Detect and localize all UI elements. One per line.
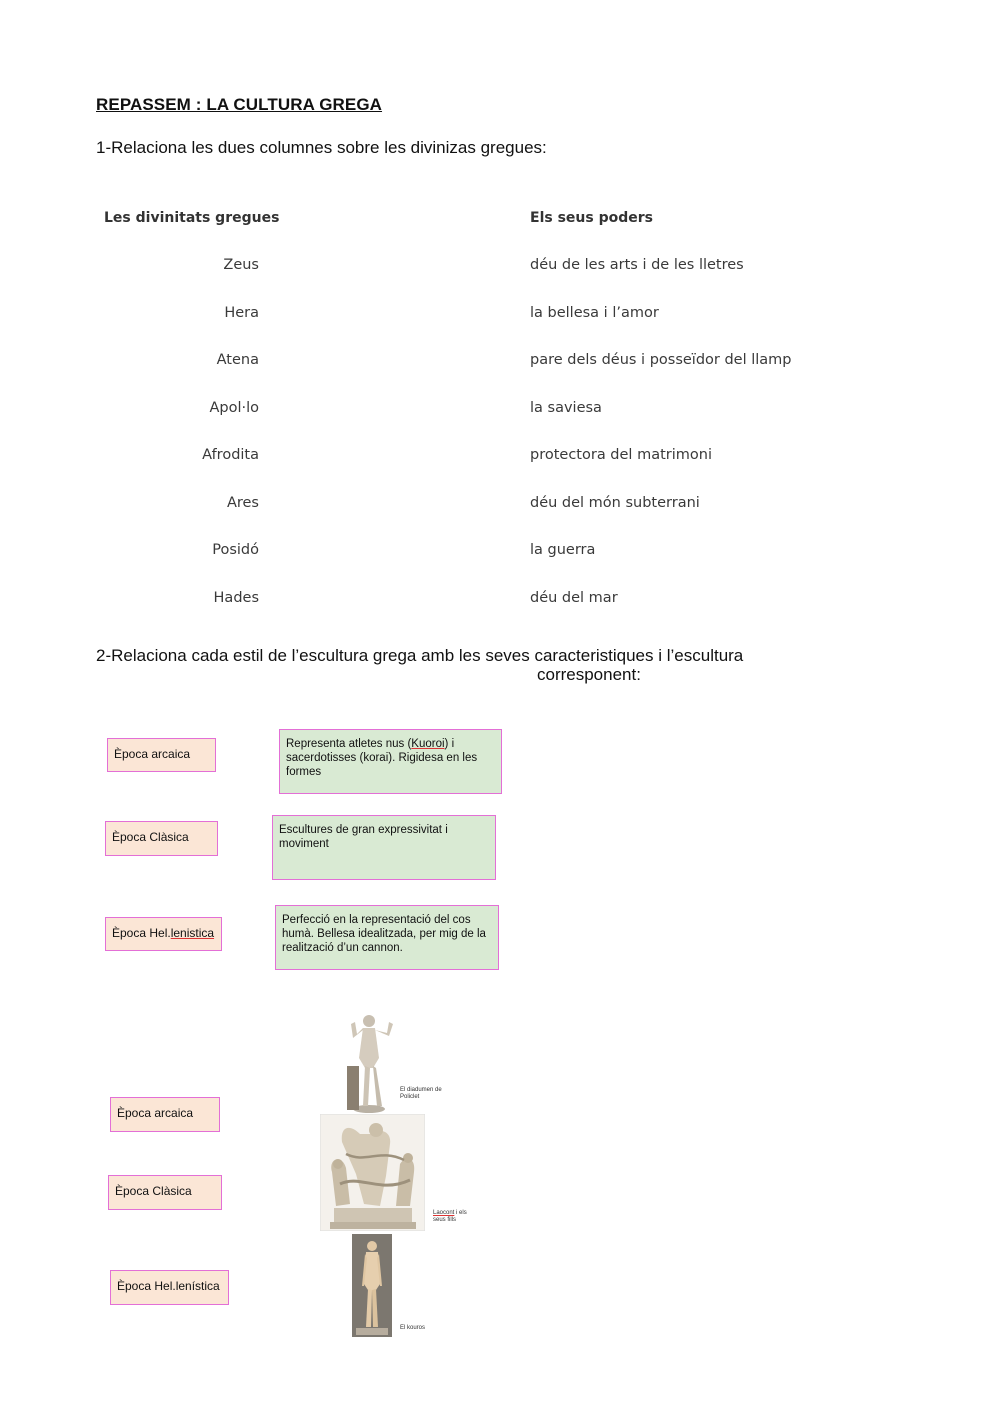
- era-box-hellenistica-2[interactable]: [110, 1270, 229, 1305]
- description-text: Perfecció en la representació del cos humà. Bellesa idealitzada, per mig de la realització d’un cannon.: [282, 914, 486, 954]
- god-item[interactable]: Hades: [213, 590, 259, 606]
- power-item[interactable]: pare dels déus i posseïdor del llamp: [530, 352, 792, 368]
- exercise1-instruction: 1-Relaciona les dues columnes sobre les divinizas gregues:: [96, 138, 547, 157]
- power-item[interactable]: la saviesa: [530, 400, 602, 416]
- description-text-underlined: Kuoroi: [411, 738, 445, 750]
- god-item[interactable]: Afrodita: [202, 447, 259, 463]
- description-text: Representa atletes nus (: [286, 738, 412, 750]
- era-box-classica[interactable]: [105, 821, 218, 856]
- god-item[interactable]: Zeus: [223, 257, 259, 273]
- exercise2-instruction-continued: corresponent:: [537, 665, 641, 684]
- description-box-3[interactable]: [275, 905, 499, 970]
- power-item[interactable]: déu de les arts i de les lletres: [530, 257, 744, 273]
- description-box-2[interactable]: [272, 815, 496, 880]
- statue-laocoon-image[interactable]: [320, 1114, 425, 1231]
- era-label-prefix: Època Hel.: [112, 926, 171, 940]
- statue-diadumen-image[interactable]: [333, 1008, 403, 1114]
- power-item[interactable]: déu del món subterrani: [530, 495, 700, 511]
- statue-laocoon-caption: [433, 1210, 467, 1224]
- era-label-suffix: lenistica: [170, 926, 215, 940]
- era-label: Època arcaica: [117, 1106, 194, 1120]
- description-text: ) i sacerdotisses (korai). Rigidesa en les formes: [286, 738, 478, 778]
- god-item[interactable]: Posidó: [212, 542, 259, 558]
- description-text: Escultures de gran expressivitat i moviment: [279, 824, 448, 850]
- god-item[interactable]: Ares: [226, 495, 259, 511]
- gods-column-header: Les divinitats gregues: [104, 210, 280, 226]
- statue-kouros-caption: El kouros: [400, 1325, 426, 1331]
- god-item[interactable]: Hera: [224, 305, 259, 321]
- era-box-arcaica[interactable]: [107, 738, 216, 772]
- era-box-hellenistica[interactable]: [105, 917, 222, 951]
- caption-line: Policlet: [400, 1094, 420, 1100]
- era-label: Època Hel.lenística: [117, 1279, 220, 1293]
- era-label: Època arcaica: [114, 747, 191, 761]
- caption-line-rest: i els: [454, 1210, 467, 1216]
- power-item[interactable]: protectora del matrimoni: [530, 447, 712, 463]
- era-label: Època Clàsica: [112, 830, 189, 844]
- caption-line: [433, 1210, 467, 1217]
- power-item[interactable]: déu del mar: [530, 590, 618, 606]
- era-label: Època Clàsica: [115, 1184, 192, 1198]
- statue-kouros-image[interactable]: [352, 1234, 392, 1337]
- god-item[interactable]: Atena: [216, 352, 259, 368]
- god-item[interactable]: Apol·lo: [209, 400, 259, 416]
- description-box-1[interactable]: [279, 729, 502, 794]
- era-box-arcaica-2[interactable]: [110, 1097, 220, 1132]
- era-box-classica-2[interactable]: [108, 1175, 222, 1210]
- caption-line: seus fills: [433, 1217, 457, 1223]
- power-item[interactable]: la guerra: [530, 542, 596, 558]
- exercise2-instruction: 2-Relaciona cada estil de l’escultura grega amb les seves caracteristiques i l’escultura: [96, 646, 744, 665]
- caption-line: El diadumen de: [400, 1087, 442, 1093]
- statue-diadumen-caption: [400, 1087, 442, 1101]
- power-item[interactable]: la bellesa i l’amor: [530, 305, 659, 321]
- powers-column-header: Els seus poders: [530, 210, 653, 226]
- page-title: REPASSEM : LA CULTURA GREGA: [96, 95, 383, 114]
- caption-line-underlined: Laocont: [433, 1210, 455, 1216]
